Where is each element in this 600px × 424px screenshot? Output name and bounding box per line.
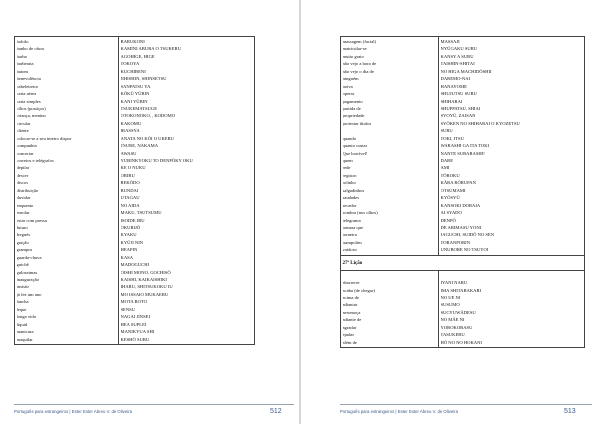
left-japanese-term: MO ISSAIO MUKAERU — [120, 291, 169, 297]
right-portuguese-term: trampolim — [342, 239, 362, 245]
left-japanese-term: MANIKYUA SHI — [120, 329, 155, 335]
lesson-portuguese-term: adiante de — [342, 317, 362, 323]
left-page-number: 512 — [270, 408, 282, 415]
right-portuguese-term: quando — [342, 135, 357, 141]
right-japanese-term: SYŌKEN NO SHIHARAI O KYOZETSU — [440, 120, 520, 126]
left-portuguese-term: carta aérea — [16, 91, 37, 97]
right-japanese-term: KANSY A SURU — [440, 53, 474, 59]
left-portuguese-term: carta simples — [16, 98, 41, 104]
left-japanese-term: NO AIDA — [120, 202, 140, 208]
left-japanese-term: KŌKŪ YŪBIN — [120, 91, 150, 97]
left-portuguese-term: benevolência — [16, 76, 41, 82]
left-japanese-term: AGOHIGE, HIGE — [120, 53, 155, 59]
right-japanese-column — [439, 37, 585, 256]
left-japanese-term: HEA SUPLEI — [120, 321, 147, 327]
left-japanese-term: KAISHI, KAIKAISHIKI — [120, 277, 167, 282]
right-portuguese-term: protestar títulos — [342, 120, 372, 126]
left-japanese-term: BUNDAI — [120, 187, 139, 193]
left-portuguese-term: banho de ofuro — [16, 46, 45, 52]
right-japanese-term: TAISHIN-SHITAI — [440, 61, 475, 67]
left-japanese-term: OKURIJŌ — [120, 224, 141, 230]
right-japanese-term: MASSAJI — [440, 39, 460, 44]
left-japanese-term: REKŌDO — [120, 180, 140, 186]
right-portuguese-term: quanto custar — [342, 143, 368, 149]
left-japanese-term: BARUKONI — [120, 39, 145, 44]
left-portuguese-term: criança, menino — [16, 113, 46, 119]
right-japanese-column-lesson — [439, 271, 585, 348]
right-portuguese-term — [343, 127, 437, 134]
left-portuguese-term: cílios (postiços) — [16, 105, 46, 111]
left-portuguese-term: batom — [16, 68, 28, 74]
left-portuguese-term: correios e telégrafos — [16, 158, 54, 163]
left-portuguese-term: guloseimas — [16, 269, 38, 275]
lesson-heading-cell — [341, 255, 585, 270]
right-portuguese-term: saudades — [342, 195, 360, 201]
right-portuguese-term: quem — [342, 158, 353, 163]
left-portuguese-term: depilar — [16, 165, 30, 171]
left-japanese-term: ISOIDE IRU — [120, 217, 145, 223]
lesson-portuguese-term: ajudar — [342, 332, 354, 338]
right-japanese-term: TOKI, ITSU — [440, 135, 464, 141]
lesson-japanese-term: YOROKOBASU — [440, 324, 473, 330]
right-portuguese-term: propriedade — [342, 113, 365, 119]
left-portuguese-term: grampos — [16, 247, 33, 253]
left-page — [0, 0, 299, 424]
lesson-portuguese-term: aborrecer — [342, 280, 360, 286]
left-japanese-term: KANI YŪBIN — [120, 98, 148, 104]
left-japanese-term: KYAKU — [120, 232, 137, 238]
left-japanese-term: ANATA NO KŌI O UKERU — [120, 135, 174, 141]
right-japanese-term: JAGUCHI, SUIDŌ NO SEN — [440, 232, 495, 238]
right-portuguese-term: não vejo a hora de — [342, 61, 377, 67]
left-japanese-term: KAKOMU — [120, 120, 142, 126]
right-portuguese-column — [341, 37, 439, 256]
left-portuguese-term: balcão — [16, 39, 29, 44]
left-japanese-term: OTOKONOKO, , KODOMO — [120, 113, 176, 119]
left-japanese-term: TOKOYA — [120, 61, 140, 67]
right-portuguese-term: não vejo o dia de — [342, 68, 374, 74]
right-japanese-term: TŌROKU — [440, 172, 460, 178]
right-japanese-term: SURU — [440, 128, 453, 134]
left-japanese-term: KE O NUKU — [120, 165, 146, 171]
left-japanese-term: MADOGUCHI — [120, 262, 150, 268]
lesson-japanese-term: IYANI NARU — [440, 280, 468, 286]
left-japanese-column — [119, 37, 255, 345]
left-japanese-term: TSURE, NAKAMA — [120, 143, 159, 149]
left-japanese-term: KUCHIBENI — [120, 68, 146, 74]
right-portuguese-term: operar — [342, 91, 355, 97]
left-japanese-term: AWASU — [120, 150, 137, 156]
left-portuguese-term: guarda-chuva — [16, 254, 42, 260]
left-japanese-term: MOTA BOTO — [120, 299, 147, 305]
right-portuguese-column-lesson — [341, 271, 439, 348]
lesson-japanese-term: IMA SHITABAKARI — [440, 287, 482, 293]
left-portuguese-term: distribuição — [16, 187, 39, 193]
left-portuguese-term: lancha — [16, 299, 29, 305]
lesson-title: 27ª Lição — [342, 260, 363, 266]
lesson-portuguese-term: acima de — [342, 295, 359, 301]
right-portuguese-term: torneira — [342, 232, 357, 238]
lesson-portuguese-term: agradar — [342, 324, 357, 330]
right-portuguese-term: massagem (facial) — [342, 39, 377, 44]
left-portuguese-term: descer — [16, 172, 29, 178]
left-portuguese-term: maquilar — [16, 336, 33, 342]
left-japanese-term: IRASSYA — [120, 128, 140, 134]
left-footer-rule — [14, 404, 294, 405]
right-japanese-term: DARE — [440, 158, 454, 163]
right-japanese-term: SHUJUTSU SURU — [440, 91, 477, 97]
lesson-japanese-term: NO UE NI — [440, 295, 461, 301]
left-japanese-term: KASA — [120, 254, 134, 260]
left-japanese-term: KAMINI ABURA O TSUKERU — [120, 46, 182, 52]
left-portuguese-term: guichê — [16, 262, 29, 268]
right-japanese-term: DENPŌ — [440, 217, 456, 223]
left-portuguese-term: futuro — [16, 224, 28, 230]
right-portuguese-term: matricular-se — [342, 46, 367, 52]
right-japanese-term: HANAYOME — [440, 83, 467, 89]
right-japanese-term: OTSUMAMI — [440, 187, 466, 193]
right-japanese-term: UNUBORE NO TSUYOI — [440, 247, 489, 253]
right-japanese-term: SYOYŪ, ZAISAN — [440, 113, 476, 119]
left-japanese-term: KYŪJI NIN — [120, 239, 144, 245]
right-footer-text: Português para estrangeiros | Ester Ester Abreu V. de Oliveira — [340, 409, 458, 414]
left-japanese-term: ORIRU — [120, 172, 135, 178]
right-page-number: 513 — [564, 408, 576, 415]
right-japanese-term: AI SYADO — [440, 210, 462, 216]
left-portuguese-term: insistir — [16, 284, 30, 290]
right-vocabulary-table — [340, 36, 585, 348]
lesson-portuguese-term: aeromoça — [342, 309, 361, 315]
left-portuguese-term: enrolar — [16, 210, 30, 216]
lesson-japanese-term: SUCYUWĀDESU — [440, 309, 476, 315]
left-japanese-term: NAGAI JINSEI — [120, 314, 150, 320]
left-japanese-term: SENSU — [120, 306, 136, 312]
left-portuguese-term: barbearia — [16, 61, 34, 67]
lesson-japanese-term: HŌ NO NO HOKANI — [440, 339, 482, 345]
left-portuguese-term: cabeleireiro — [16, 83, 39, 89]
left-japanese-term: HEAPIN — [120, 247, 138, 253]
right-japanese-term: WARASHI GA ITA TOKI — [440, 143, 490, 149]
right-portuguese-term: ninguém — [342, 76, 359, 82]
right-portuguese-term: sombra (nos olhos) — [342, 210, 378, 216]
left-portuguese-term: colocar-se a seu inteiro dispor — [16, 135, 72, 141]
right-portuguese-term: rolinho — [342, 180, 356, 186]
left-portuguese-term: estar com pressa — [16, 217, 47, 223]
right-japanese-term: KĀRA RŌRUPAN — [440, 180, 476, 186]
left-japanese-term: YUBINKYOKU TO DENPŌKY OKU — [120, 158, 193, 163]
right-portuguese-term: secador — [342, 202, 357, 208]
right-portuguese-term: muito grato — [342, 53, 364, 59]
lesson-portuguese-term: acaba (de chegar) — [342, 287, 375, 293]
right-japanese-term: KYŌSYŪ — [440, 195, 460, 201]
right-portuguese-term: vaidoso — [342, 247, 357, 253]
right-japanese-term: TORANPORIN — [440, 239, 471, 245]
left-portuguese-term: fregués — [16, 232, 31, 238]
right-portuguese-term: Que horrível! — [342, 150, 368, 156]
right-japanese-term: NANTE SUBARASHI! — [440, 150, 485, 156]
left-japanese-term: IHARU, SHITSUKOKU IU — [120, 284, 173, 290]
left-footer-text: Português para estrangeiros | Ester Ester Abreu V. de Oliveira — [14, 409, 132, 414]
right-japanese-term: NO HIGA MACHIDŌSHII — [440, 68, 492, 74]
right-japanese-term: SHIHARAI — [440, 98, 463, 104]
right-japanese-term: AMI — [440, 165, 450, 171]
left-portuguese-term: liquid — [16, 321, 28, 327]
right-portuguese-term: registro — [342, 172, 357, 178]
left-portuguese-column — [15, 37, 119, 345]
left-portuguese-term: discos — [16, 180, 28, 186]
left-portuguese-term: enquanto — [16, 202, 34, 208]
left-portuguese-term: longa vida — [16, 314, 36, 320]
right-portuguese-term: telegrama — [342, 217, 361, 223]
lesson-portuguese-term: adiantar — [342, 302, 358, 308]
lesson-japanese-term: SUSUMO — [440, 302, 460, 308]
left-japanese-term: OISHI MONO, GOCHISŌ — [120, 269, 171, 275]
left-vocabulary-table — [14, 36, 255, 345]
right-japanese-term: DAREMO-NAI — [440, 76, 471, 82]
left-portuguese-term: já fez um ano — [16, 291, 42, 297]
left-portuguese-term: duvidar — [16, 195, 31, 201]
left-japanese-term: SANPATSU YA — [120, 83, 151, 89]
right-portuguese-term: salgadinhos — [342, 187, 365, 193]
right-japanese-term: DE ARIMASU YONI — [440, 224, 482, 230]
right-portuguese-term: rede — [342, 165, 351, 171]
right-japanese-term: KANSOKI DORAIA — [440, 202, 481, 208]
left-japanese-term: UTAGAU — [120, 195, 140, 201]
right-portuguese-term: pagamento — [342, 98, 363, 104]
right-portuguese-term: tomara que — [342, 224, 364, 230]
right-page — [301, 0, 600, 424]
right-portuguese-term: partida de — [342, 105, 361, 111]
right-japanese-term: SHUPPATSU, SHIAI — [440, 105, 481, 111]
left-portuguese-term: inauguração — [16, 277, 39, 282]
left-japanese-term: TSUKEMATSUGE — [120, 105, 157, 111]
left-portuguese-term: circular — [16, 120, 31, 126]
left-japanese-term: JIHISHIN, SHINSETSU — [120, 76, 167, 82]
lesson-japanese-term: TASUKERU — [440, 332, 465, 338]
right-japanese-term: NYŪGAKU SURU — [440, 46, 478, 52]
right-portuguese-term: noiva — [342, 83, 353, 89]
left-portuguese-term: garção — [16, 239, 29, 245]
left-japanese-term: KESHŌ SURU — [120, 336, 150, 342]
left-portuguese-term: leque — [16, 306, 27, 312]
left-japanese-term: MAKU, TSUTSUMU — [120, 210, 162, 216]
left-portuguese-term: concertar — [16, 150, 34, 156]
right-footer-rule — [340, 404, 592, 405]
lesson-portuguese-term: além de — [342, 339, 357, 345]
left-portuguese-term: manicura — [16, 329, 34, 335]
left-portuguese-term: companhia — [16, 143, 37, 149]
left-portuguese-term: barba — [16, 53, 27, 59]
left-portuguese-term: cliente — [16, 128, 29, 134]
lesson-japanese-term: NO MĀE NI — [440, 317, 465, 323]
